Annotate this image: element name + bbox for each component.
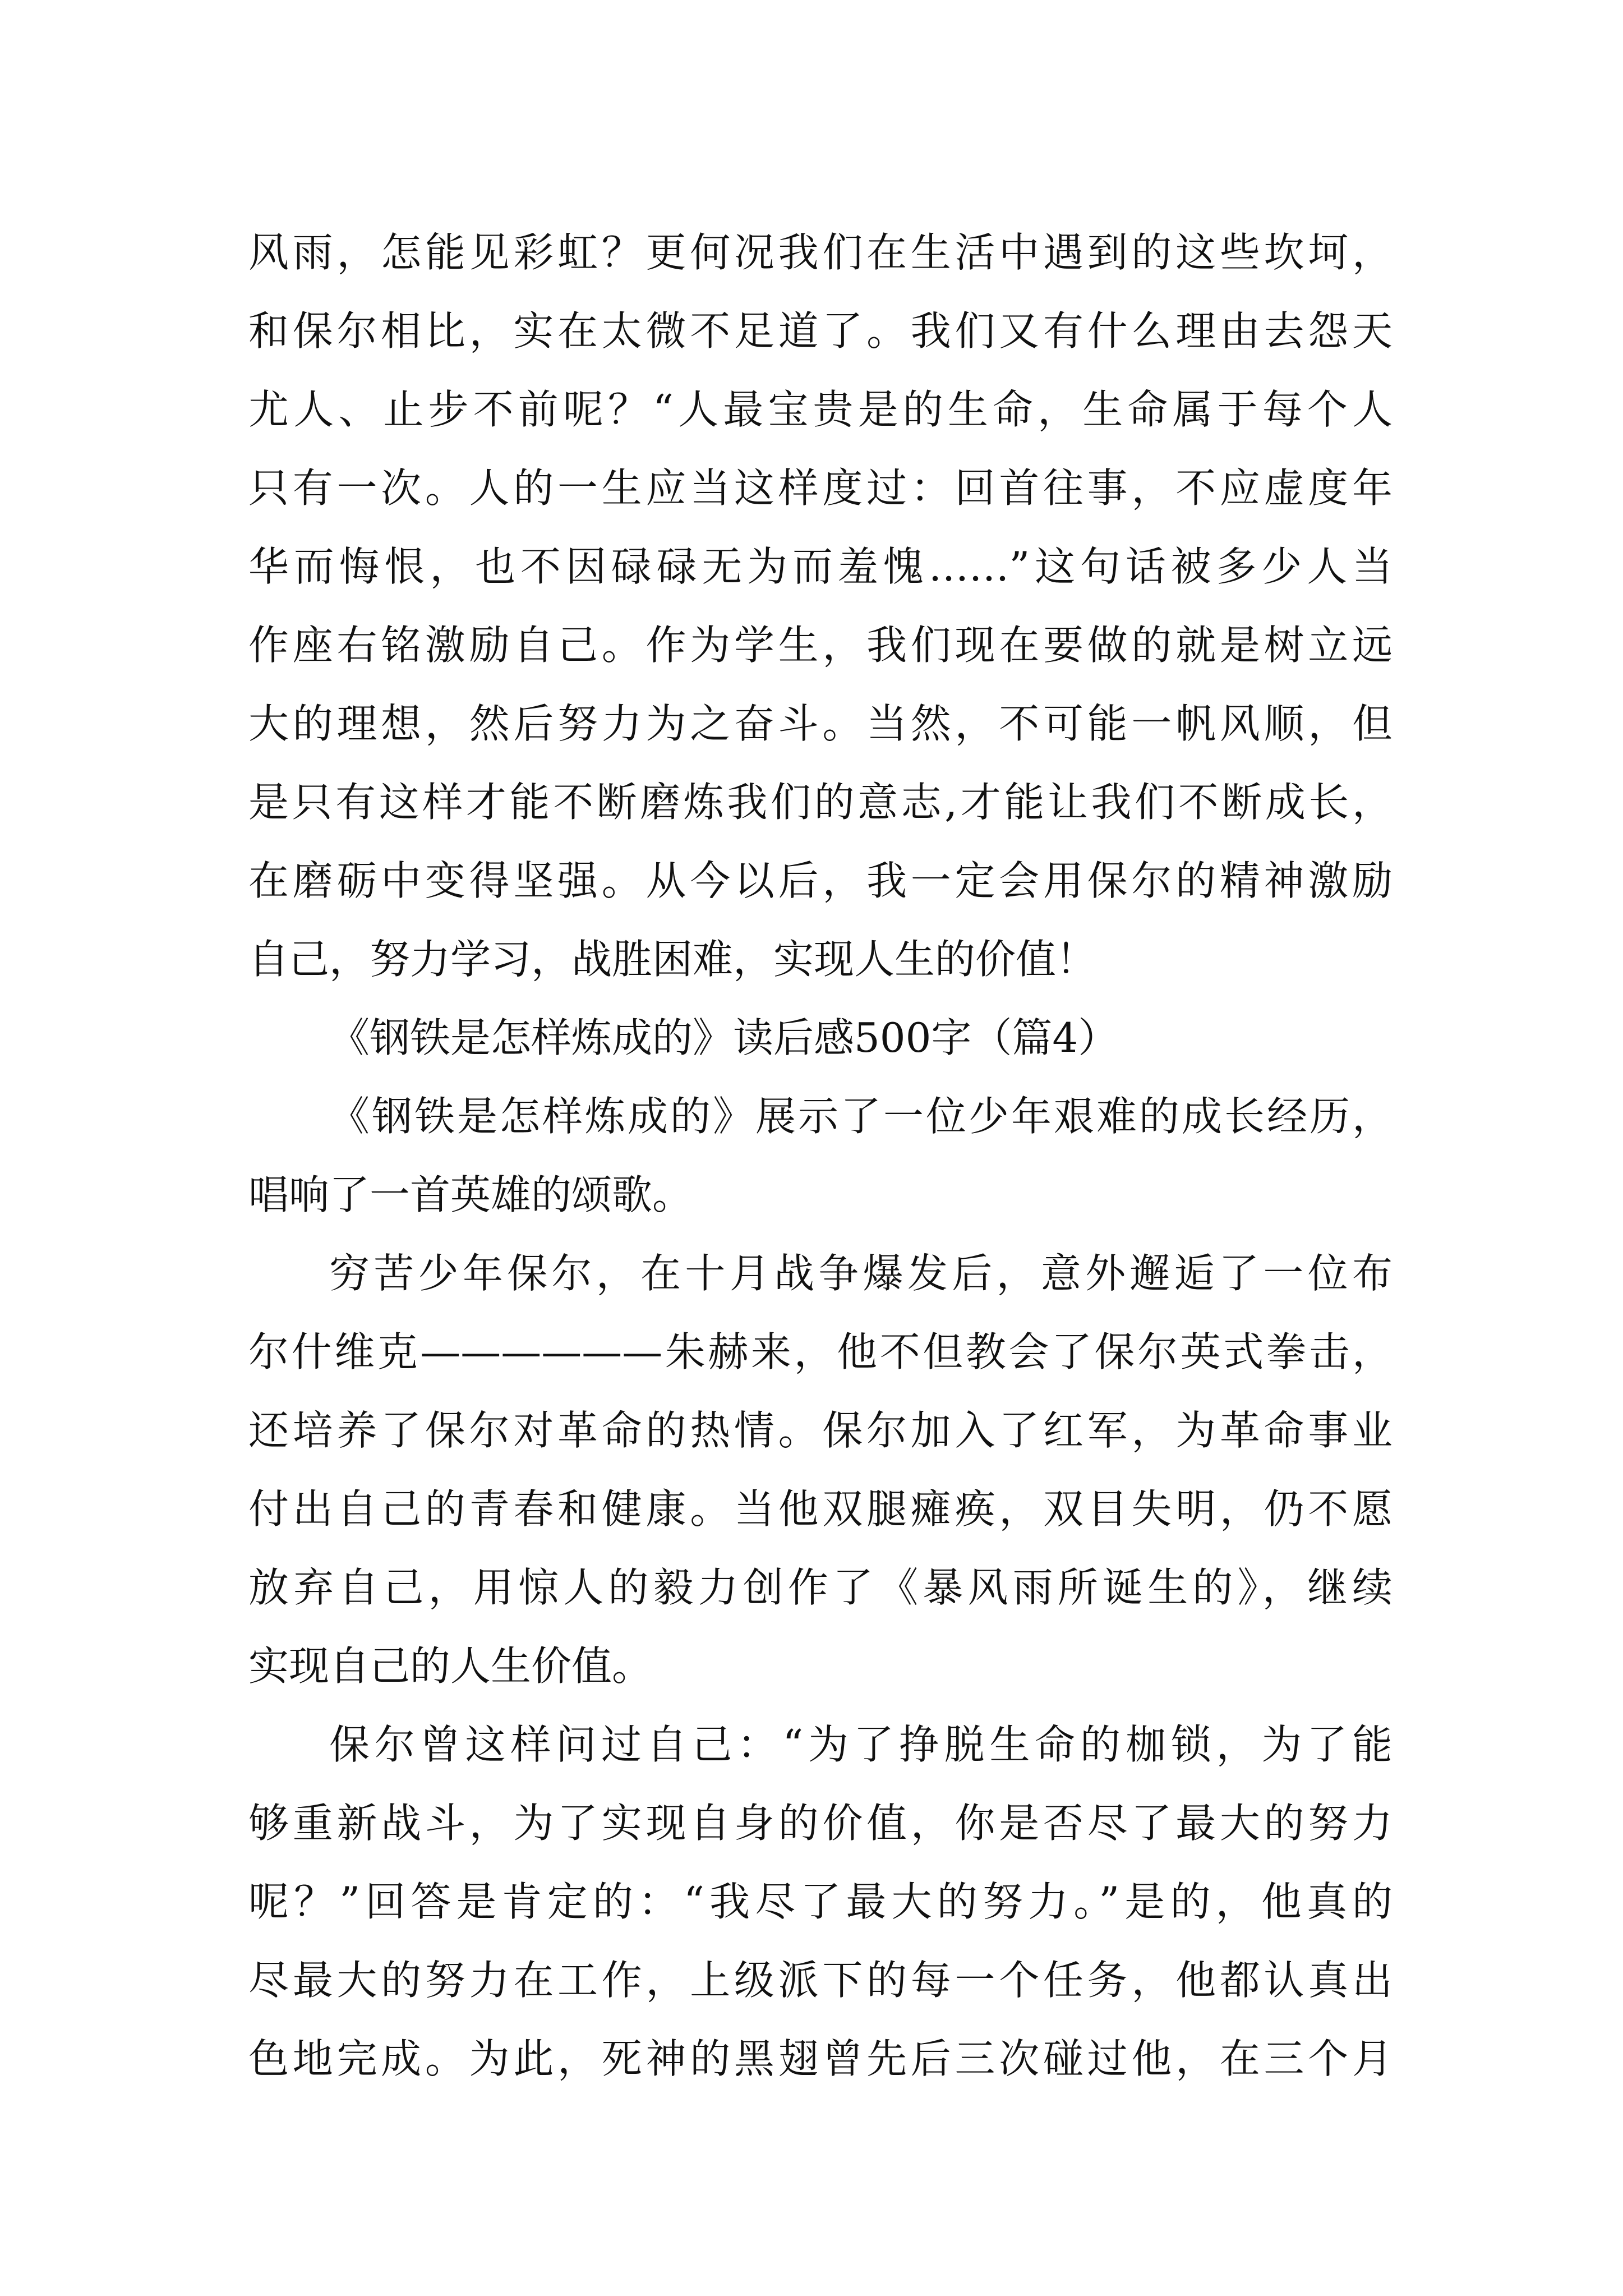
text-line: 只有一次。人的一生应当这样度过：回首往事，不应虚度年 — [248, 464, 1393, 512]
text-line: 色地完成。为此，死神的黑翅曾先后三次碰过他，在三个月 — [248, 2035, 1393, 2082]
text-line: 大的理想，然后努力为之奋斗。当然，不可能一帆风顺，但 — [248, 700, 1393, 747]
text-line: 是只有这样才能不断磨炼我们的意志,才能让我们不断成长， — [248, 779, 1393, 826]
section-heading: 《钢铁是怎样炼成的》读后感500字（篇4） — [329, 1014, 1119, 1061]
text-line: 在磨砺中变得坚强。从今以后，我一定会用保尔的精神激励 — [248, 857, 1393, 904]
text-line: 和保尔相比，实在太微不足道了。我们又有什么理由去怨天 — [248, 307, 1393, 355]
text-line: 够重新战斗，为了实现自身的价值，你是否尽了最大的努力 — [248, 1800, 1393, 1847]
text-line: 《钢铁是怎样炼成的》展示了一位少年艰难的成长经历， — [329, 1093, 1393, 1140]
text-line: 华而悔恨，也不因碌碌无为而羞愧……”这句话被多少人当 — [248, 543, 1393, 590]
text-line: 自己，努力学习，战胜困难，实现人生的价值！ — [248, 936, 1097, 983]
text-line: 唱响了一首英雄的颂歌。 — [248, 1171, 693, 1218]
text-line: 尽最大的努力在工作，上级派下的每一个任务，他都认真出 — [248, 1957, 1393, 2004]
text-line: 呢？”回答是肯定的：“我尽了最大的努力。”是的，他真的 — [248, 1878, 1393, 1925]
text-line: 放弃自己，用惊人的毅力创作了《暴风雨所诞生的》，继续 — [248, 1564, 1393, 1611]
text-line: 作座右铭激励自己。作为学生，我们现在要做的就是树立远 — [248, 622, 1393, 669]
text-line: 尤人、止步不前呢？“人最宝贵是的生命，生命属于每个人 — [248, 386, 1393, 433]
body-text — [248, 213, 1393, 2098]
text-line: 穷苦少年保尔，在十月战争爆发后，意外邂逅了一位布 — [329, 1250, 1393, 1297]
text-line: 尔什维克——————朱赫来，他不但教会了保尔英式拳击， — [248, 1328, 1393, 1375]
text-line: 还培养了保尔对革命的热情。保尔加入了红军，为革命事业 — [248, 1407, 1393, 1454]
text-line: 实现自己的人生价值。 — [248, 1642, 653, 1690]
text-line: 保尔曾这样问过自己：“为了挣脱生命的枷锁，为了能 — [329, 1721, 1393, 1768]
text-line: 付出自己的青春和健康。当他双腿瘫痪，双目失明，仍不愿 — [248, 1485, 1393, 1533]
text-line: 风雨，怎能见彩虹？更何况我们在生活中遇到的这些坎坷， — [248, 229, 1393, 276]
